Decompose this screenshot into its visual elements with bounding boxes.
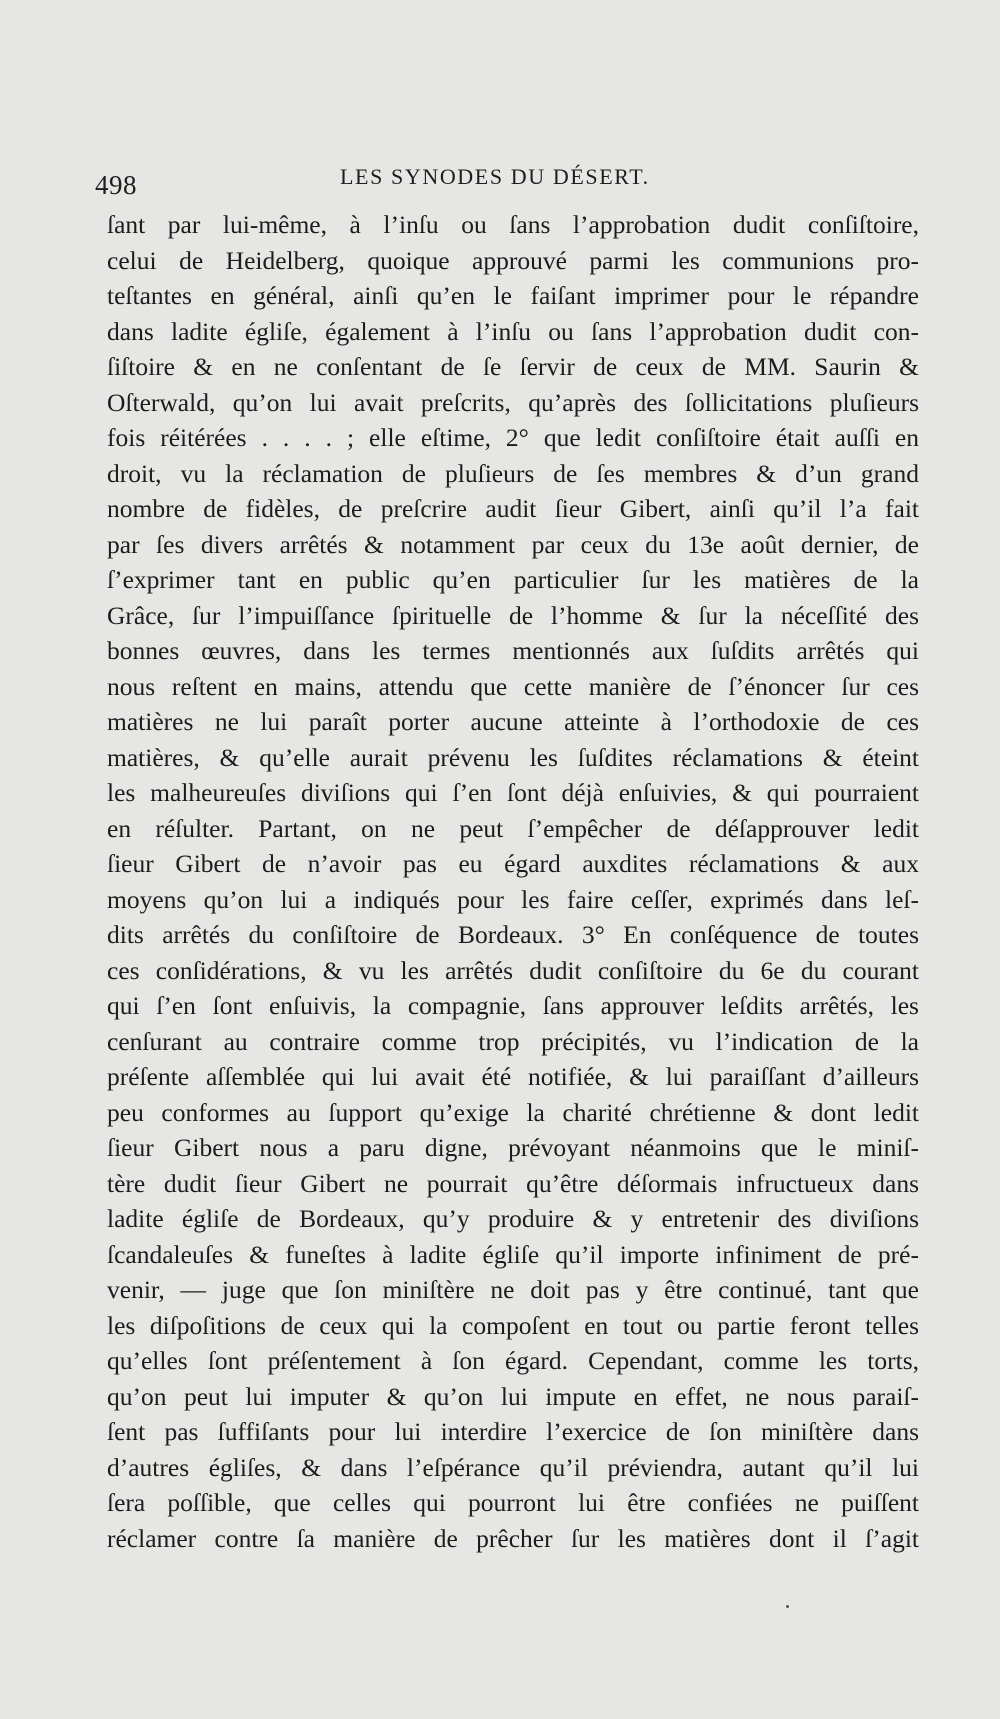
text-line: ſ’exprimer tant en public qu’en particulier ſur les matières de la [107, 565, 919, 594]
text-line: ſieur Gibert nous a paru digne, prévoyant néanmoins que le miniſ- [107, 1133, 919, 1162]
text-line: teſtantes en général, ainſi qu’en le faiſant imprimer pour le répandre [107, 281, 919, 310]
text-line: matières ne lui paraît porter aucune atteinte à l’orthodoxie de ces [107, 707, 919, 736]
text-line: d’autres égliſes, & dans l’eſpérance qu’il préviendra, autant qu’il lui [107, 1452, 919, 1482]
text-line: tère dudit ſieur Gibert ne pourrait qu’être déſormais infructueux dans [107, 1168, 919, 1198]
ink-speck [786, 1605, 789, 1608]
text-line: qu’on peut lui imputer & qu’on lui impute en effet, ne nous paraiſ- [107, 1381, 919, 1411]
text-line: ſera poſſible, que celles qui pourront lui être confiées ne puiſſent [107, 1488, 919, 1517]
text-line: qui ſ’en ſont enſuivis, la compagnie, ſans approuver leſdits arrêtés, les [107, 991, 919, 1020]
text-line: ſieur Gibert de n’avoir pas eu égard auxdites réclamations & aux [107, 849, 919, 878]
text-line: droit, vu la réclamation de pluſieurs de ſes membres & d’un grand [107, 458, 919, 488]
text-line: ſcandaleuſes & funeſtes à ladite égliſe qu’il importe infiniment de pré- [107, 1239, 919, 1269]
running-title: LES SYNODES DU DÉSERT. [340, 164, 650, 189]
text-line: dits arrêtés du conſiſtoire de Bordeaux. 3° En conſéquence de toutes [107, 920, 919, 949]
text-line: celui de Heidelberg, quoique approuvé parmi les communions pro- [107, 245, 919, 275]
page-header [95, 156, 925, 200]
text-line: par ſes divers arrêtés & notamment par ceux du 13e août dernier, de [107, 529, 919, 559]
text-line: nous reſtent en mains, attendu que cette manière de ſ’énoncer ſur ces [107, 671, 919, 701]
text-line: ſiſtoire & en ne conſentant de ſe ſervir de ceux de MM. Saurin & [107, 352, 919, 381]
text-line: qu’elles ſont préſentement à ſon égard. Cependant, comme les torts, [107, 1346, 919, 1375]
text-line: matières, & qu’elle aurait prévenu les ſuſdites réclamations & éteint [107, 742, 919, 772]
text-line: les malheureuſes diviſions qui ſ’en ſont déjà enſuivies, & qui pourraient [107, 778, 919, 807]
text-line: Oſterwald, qu’on lui avait preſcrits, qu’après des ſollicitations pluſieurs [107, 387, 919, 417]
text-line: nombre de fidèles, de preſcrire audit ſieur Gibert, ainſi qu’il l’a fait [107, 494, 919, 523]
text-line: réclamer contre ſa manière de prêcher ſur les matières dont il ſ’agit [107, 1523, 919, 1553]
text-line: dans ladite égliſe, également à l’inſu ou ſans l’approbation dudit con- [107, 316, 919, 346]
text-line: ladite égliſe de Bordeaux, qu’y produire & y entretenir des diviſions [107, 1204, 919, 1233]
text-line: ſent pas ſuffiſants pour lui interdire l’exercice de ſon miniſtère dans [107, 1417, 919, 1446]
text-line: ſant par lui-même, à l’inſu ou ſans l’approbation dudit conſiſtoire, [107, 210, 919, 239]
text-line: préſente aſſemblée qui lui avait été notifiée, & lui paraiſſant d’ailleurs [107, 1062, 919, 1091]
text-line: bonnes œuvres, dans les termes mentionnés aux ſuſdits arrêtés qui [107, 636, 919, 665]
text-line: en réſulter. Partant, on ne peut ſ’empêcher de déſapprouver ledit [107, 813, 919, 843]
text-line: venir, — juge que ſon miniſtère ne doit pas y être continué, tant que [107, 1275, 919, 1304]
text-line: cenſurant au contraire comme trop précipités, vu l’indication de la [107, 1026, 919, 1056]
text-line: Grâce, ſur l’impuiſſance ſpirituelle de l’homme & ſur la néceſſité des [107, 600, 919, 630]
text-line: ces conſidérations, & vu les arrêtés dudit conſiſtoire du 6e du courant [107, 955, 919, 985]
text-line: moyens qu’on lui a indiqués pour les faire ceſſer, exprimés dans leſ- [107, 884, 919, 914]
body-text [107, 207, 919, 1556]
text-line: les diſpoſitions de ceux qui la compoſent en tout ou partie feront telles [107, 1310, 919, 1340]
page-number: 498 [95, 170, 137, 200]
text-line: fois réitérées . . . . ; elle eſtime, 2° que ledit conſiſtoire était auſſi en [107, 423, 919, 452]
text-line: peu conformes au ſupport qu’exige la charité chrétienne & dont ledit [107, 1097, 919, 1127]
